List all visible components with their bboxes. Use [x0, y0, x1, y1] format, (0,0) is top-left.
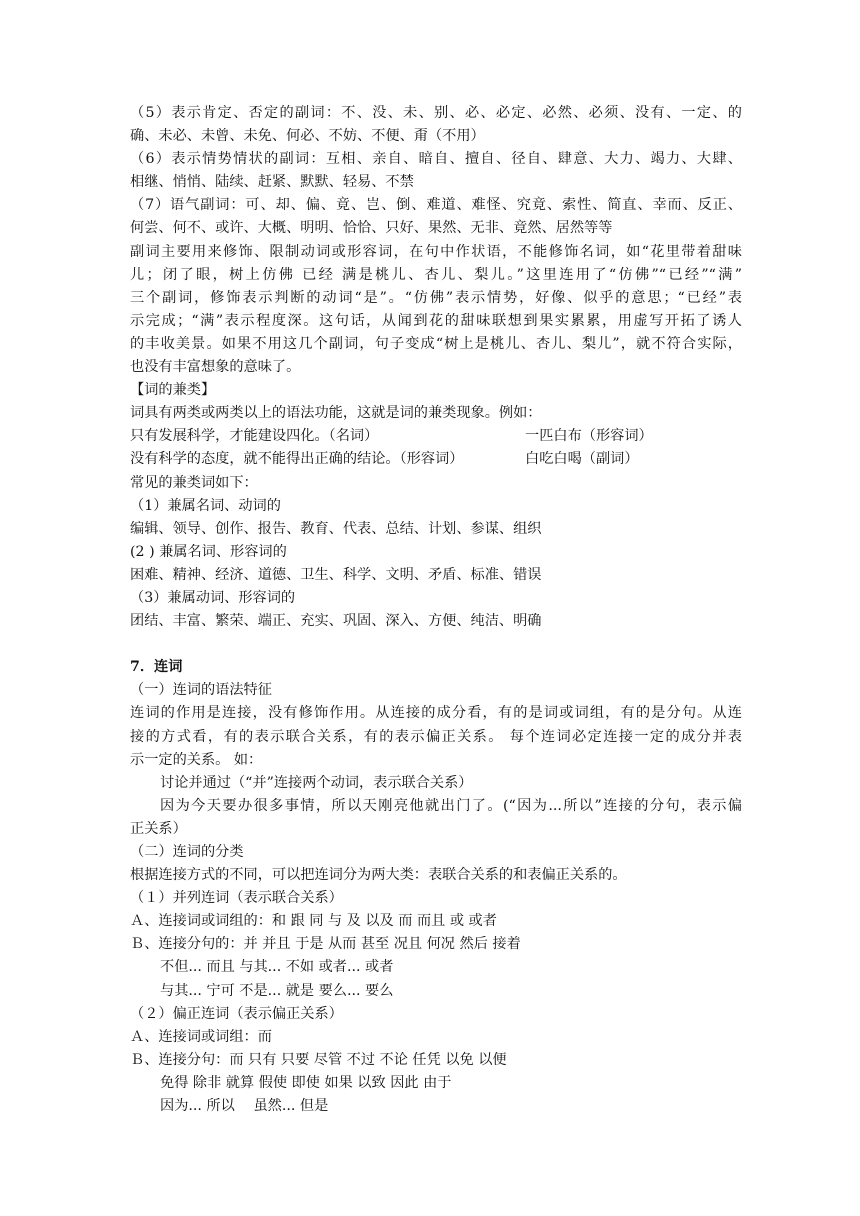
text-line: Ａ、连接词或词组的：和 跟 同 与 及 以及 而 而且 或 或者 — [130, 913, 497, 930]
text-line: 不但... 而且 与其... 不如 或者... 或者 — [160, 959, 394, 976]
text-line: （二）连词的分类 — [130, 844, 244, 860]
text-line: 也没有丰富想象的意味了。 — [130, 359, 301, 376]
text-line: （一）连词的语法特征 — [130, 682, 272, 699]
example-phrase: 白吃白喝（副词） — [525, 451, 639, 468]
text-line: 示完成；“满”表示程度深。这句话，从闻到花的甜味联想到果实累累，用虚写开拓了诱人 — [130, 312, 742, 329]
text-line: 困难、精神、经济、道德、卫生、科学、文明、矛盾、标准、错误 — [130, 566, 542, 583]
text-line: Ｂ、连接分句：而 只有 只要 尽管 不过 不论 任凭 以免 以便 — [130, 1051, 507, 1068]
text-line: 确、未必、未曾、未免、何必、不妨、不便、甭（不用） — [130, 128, 485, 145]
example-phrase: 一匹白布（形容词） — [525, 428, 653, 445]
text-line: 词具有两类或两类以上的语法功能，这就是词的兼类现象。例如： — [130, 405, 542, 422]
blank-line — [130, 633, 742, 656]
example-row — [130, 425, 742, 448]
text-line: 的丰收美景。如果不用这几个副词，句子变成“树上是桃儿、杏儿、梨儿”，就不符合实际， — [130, 335, 742, 352]
text-line: 接的方式看，有的表示联合关系，有的表示偏正关系。 每个连词必定连接一定的成分并表 — [130, 728, 742, 745]
example-sentence: 只有发展科学，才能建设四化。（名词） — [130, 428, 379, 445]
text-line: （5）表示肯定、否定的副词：不、没、未、别、必、必定、必然、必须、没有、一定、的 — [130, 105, 742, 121]
example-sentence: 没有科学的态度，就不能得出正确的结论。（形容词） — [130, 451, 464, 468]
text-line: 儿；闭了眼，树上仿佛 已经 满是桃儿、杏儿、梨儿。”这里连用了“仿佛”“已经”“满” — [130, 266, 742, 283]
text-line: 讨论并通过（“并”连接两个动词，表示联合关系） — [160, 774, 473, 791]
text-line: 何尝、何不、或许、大概、明明、恰恰、只好、果然、无非、竟然、居然等等 — [130, 220, 613, 237]
section-heading: 7．连词 — [130, 659, 183, 676]
text-line: （１）并列连词（表示联合关系） — [130, 890, 343, 907]
text-line: 编辑、领导、创作、报告、教育、代表、总结、计划、参谋、组织 — [130, 520, 542, 537]
text-line: 因为今天要办很多事情，所以天刚亮他就出门了。(“因为...所以”连接的分句，表示偏 — [160, 797, 742, 814]
text-line: 示一定的关系。 如： — [130, 751, 263, 768]
text-line: （1）兼属名词、动词的 — [130, 497, 281, 514]
text-line: 相继、悄悄、陆续、赶紧、默默、轻易、不禁 — [130, 174, 414, 191]
text-line: （6）表示情势情状的副词：互相、亲自、暗自、擅自、径自、肆意、大力、竭力、大肆、 — [130, 151, 742, 168]
example-row — [130, 448, 742, 471]
section-heading: 【词的兼类】 — [130, 382, 216, 399]
text-line: 正关系） — [130, 820, 187, 837]
text-line: (2 ) 兼属名词、形容词的 — [130, 543, 287, 560]
text-line: Ｂ、连接分句的：并 并且 于是 从而 甚至 况且 何况 然后 接着 — [130, 936, 521, 953]
text-line: 因为... 所以 虽然... 但是 — [160, 1098, 329, 1115]
text-line: 连词的作用是连接，没有修饰作用。从连接的成分看，有的是词或词组，有的是分句。从连 — [130, 705, 742, 722]
document-page — [130, 102, 742, 1118]
text-line: 三个副词，修饰表示判断的动词“是”。“仿佛”表示情势，好像、似乎的意思；“已经”表 — [130, 289, 742, 306]
text-line: 与其... 宁可 不是... 就是 要么... 要么 — [160, 982, 394, 999]
text-line: 副词主要用来修饰、限制动词或形容词，在句中作状语，不能修饰名词，如“花里带着甜味 — [130, 243, 742, 260]
text-line: 团结、丰富、繁荣、端正、充实、巩固、深入、方便、纯洁、明确 — [130, 613, 542, 630]
text-line: （２）偏正连词（表示偏正关系） — [130, 1005, 343, 1022]
text-line: 根据连接方式的不同，可以把连词分为两大类：表联合关系的和表偏正关系的。 — [130, 867, 627, 884]
text-line: Ａ、连接词或词组：而 — [130, 1028, 272, 1045]
text-line: 常见的兼类词如下： — [130, 474, 258, 491]
text-line: （3）兼属动词、形容词的 — [130, 589, 296, 606]
text-line: 免得 除非 就算 假使 即使 如果 以致 因此 由于 — [160, 1074, 452, 1091]
text-line: （7）语气副词：可、却、偏、竟、岂、倒、难道、难怪、究竟、索性、简直、幸而、反正、 — [130, 197, 742, 214]
